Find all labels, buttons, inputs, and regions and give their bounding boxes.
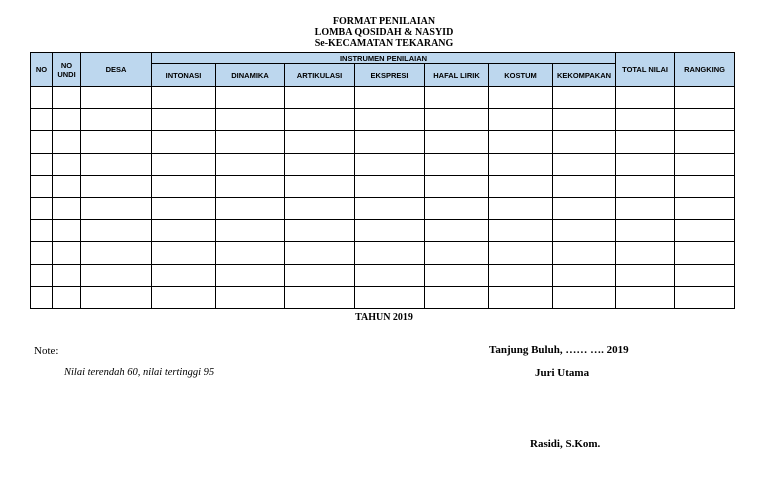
table-cell	[355, 109, 425, 131]
header-hafal-lirik: HAFAL LIRIK	[425, 64, 489, 87]
table-cell	[616, 175, 675, 197]
table-cell	[616, 242, 675, 264]
table-cell	[425, 109, 489, 131]
table-cell	[31, 175, 53, 197]
table-cell	[81, 131, 152, 153]
table-cell	[216, 153, 285, 175]
table-cell	[553, 87, 616, 109]
table-cell	[553, 109, 616, 131]
note-label: Note:	[34, 345, 59, 357]
table-cell	[152, 264, 216, 286]
table-cell	[675, 220, 735, 242]
table-cell	[616, 197, 675, 219]
header-rangking: RANGKING	[675, 53, 735, 87]
table-cell	[81, 264, 152, 286]
table-cell	[425, 220, 489, 242]
table-cell	[216, 175, 285, 197]
table-cell	[489, 87, 553, 109]
competition-name: LOMBA QOSIDAH & NASYID	[314, 27, 454, 38]
table-row	[31, 87, 735, 109]
table-cell	[53, 197, 81, 219]
scoring-table	[30, 52, 735, 309]
table-cell	[616, 220, 675, 242]
table-cell	[616, 286, 675, 308]
table-cell	[31, 87, 53, 109]
table-cell	[489, 153, 553, 175]
table-cell	[285, 87, 355, 109]
table-cell	[355, 242, 425, 264]
table-cell	[31, 220, 53, 242]
table-body	[31, 87, 735, 309]
table-cell	[31, 242, 53, 264]
table-cell	[425, 197, 489, 219]
table-cell	[81, 220, 152, 242]
table-cell	[553, 131, 616, 153]
table-cell	[152, 131, 216, 153]
table-cell	[553, 175, 616, 197]
table-cell	[675, 264, 735, 286]
table-cell	[81, 109, 152, 131]
table-cell	[53, 264, 81, 286]
signer-name: Rasidi, S.Kom.	[530, 438, 601, 450]
header-intonasi: INTONASI	[152, 64, 216, 87]
table-row	[31, 264, 735, 286]
table-row	[31, 242, 735, 264]
table-cell	[216, 87, 285, 109]
table-cell	[425, 242, 489, 264]
table-cell	[152, 109, 216, 131]
table-cell	[675, 197, 735, 219]
table-cell	[31, 286, 53, 308]
note-text: Nilai terendah 60, nilai tertinggi 95	[64, 367, 215, 378]
table-cell	[489, 286, 553, 308]
table-cell	[553, 264, 616, 286]
table-cell	[355, 175, 425, 197]
table-cell	[425, 286, 489, 308]
table-row	[31, 175, 735, 197]
table-cell	[31, 197, 53, 219]
table-cell	[489, 131, 553, 153]
table-cell	[616, 109, 675, 131]
header-no-undi: NO UNDI	[53, 53, 81, 87]
table-cell	[81, 153, 152, 175]
table-cell	[53, 242, 81, 264]
table-cell	[553, 197, 616, 219]
table-cell	[216, 286, 285, 308]
table-cell	[425, 175, 489, 197]
table-cell	[152, 220, 216, 242]
table-cell	[285, 175, 355, 197]
table-row	[31, 286, 735, 308]
table-cell	[616, 131, 675, 153]
table-cell	[152, 87, 216, 109]
table-row	[31, 109, 735, 131]
table-cell	[152, 197, 216, 219]
table-cell	[53, 131, 81, 153]
table-cell	[31, 264, 53, 286]
table-cell	[285, 286, 355, 308]
table-cell	[425, 153, 489, 175]
table-cell	[152, 175, 216, 197]
table-cell	[675, 131, 735, 153]
table-cell	[152, 242, 216, 264]
form-title: FORMAT PENILAIAN	[332, 16, 436, 27]
table-cell	[616, 264, 675, 286]
table-cell	[285, 264, 355, 286]
table-cell	[152, 153, 216, 175]
table-cell	[81, 87, 152, 109]
table-cell	[53, 153, 81, 175]
header-kekompakan: KEKOMPAKAN	[553, 64, 616, 87]
table-cell	[53, 286, 81, 308]
table-cell	[216, 264, 285, 286]
table-cell	[553, 286, 616, 308]
table-cell	[31, 131, 53, 153]
table-cell	[216, 131, 285, 153]
table-cell	[355, 197, 425, 219]
table-cell	[616, 87, 675, 109]
table-cell	[553, 153, 616, 175]
header-ekspresi: EKSPRESI	[355, 64, 425, 87]
table-row	[31, 153, 735, 175]
table-cell	[216, 242, 285, 264]
place-date: Tanjung Buluh, …… …. 2019	[489, 344, 629, 356]
table-cell	[489, 175, 553, 197]
header-total-nilai: TOTAL NILAI	[616, 53, 675, 87]
table-cell	[489, 264, 553, 286]
table-cell	[53, 109, 81, 131]
table-cell	[81, 175, 152, 197]
table-cell	[216, 109, 285, 131]
table-cell	[285, 220, 355, 242]
table-cell	[216, 220, 285, 242]
table-row	[31, 131, 735, 153]
table-cell	[355, 220, 425, 242]
table-cell	[425, 264, 489, 286]
table-cell	[152, 286, 216, 308]
table-cell	[285, 131, 355, 153]
table-cell	[285, 109, 355, 131]
header-dinamika: DINAMIKA	[216, 64, 285, 87]
region-name: Se-KECAMATAN TEKARANG	[314, 38, 454, 49]
table-cell	[425, 131, 489, 153]
table-cell	[285, 153, 355, 175]
header-artikulasi: ARTIKULASI	[285, 64, 355, 87]
table-cell	[616, 153, 675, 175]
table-cell	[216, 197, 285, 219]
table-cell	[355, 264, 425, 286]
table-cell	[425, 87, 489, 109]
table-cell	[675, 153, 735, 175]
table-cell	[31, 109, 53, 131]
table-cell	[81, 197, 152, 219]
table-cell	[553, 242, 616, 264]
table-cell	[53, 175, 81, 197]
table-cell	[31, 153, 53, 175]
table-cell	[489, 242, 553, 264]
table-row	[31, 197, 735, 219]
header-desa: DESA	[81, 53, 152, 87]
table-cell	[553, 220, 616, 242]
table-cell	[53, 220, 81, 242]
table-cell	[355, 131, 425, 153]
table-cell	[675, 286, 735, 308]
table-cell	[81, 286, 152, 308]
table-cell	[675, 175, 735, 197]
table-cell	[285, 242, 355, 264]
table-cell	[489, 197, 553, 219]
table-cell	[355, 153, 425, 175]
table-row	[31, 220, 735, 242]
table-cell	[675, 242, 735, 264]
year-label: TAHUN 2019	[355, 312, 413, 323]
table-cell	[355, 87, 425, 109]
table-cell	[355, 286, 425, 308]
header-kostum: KOSTUM	[489, 64, 553, 87]
table-cell	[81, 242, 152, 264]
table-cell	[489, 109, 553, 131]
table-cell	[285, 197, 355, 219]
header-no: NO	[31, 53, 53, 87]
table-cell	[53, 87, 81, 109]
table-cell	[489, 220, 553, 242]
judge-role: Juri Utama	[535, 367, 590, 379]
header-instrumen-penilaian: INSTRUMEN PENILAIAN	[152, 53, 616, 64]
table-cell	[675, 87, 735, 109]
table-cell	[675, 109, 735, 131]
